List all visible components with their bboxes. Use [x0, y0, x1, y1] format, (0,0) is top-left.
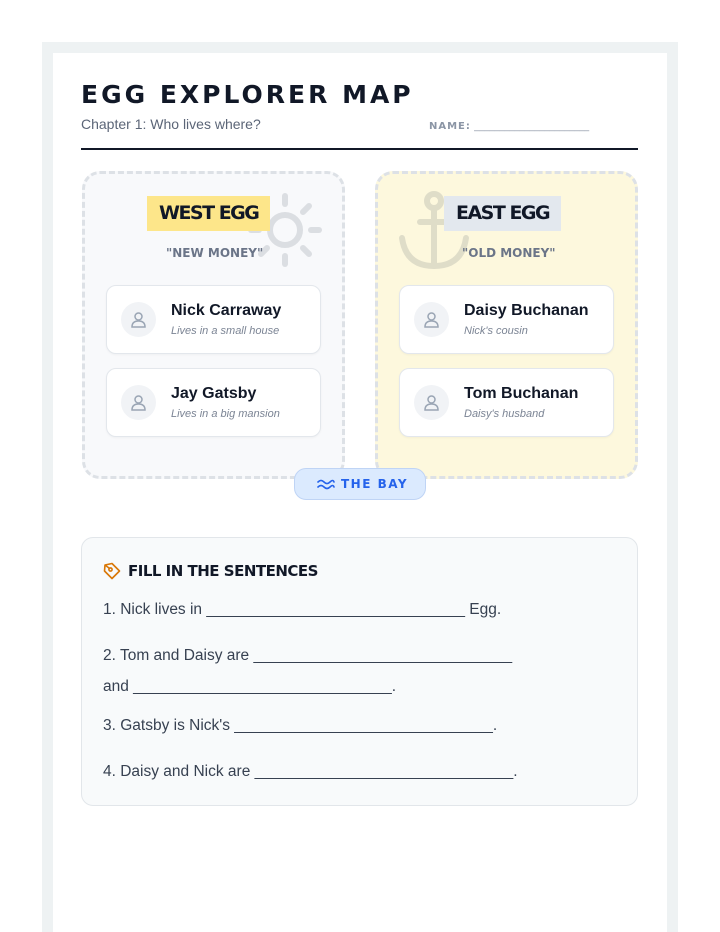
pen-icon: [103, 562, 121, 580]
avatar: [414, 385, 449, 420]
name-label: NAME:: [429, 121, 471, 132]
character-card: [399, 285, 614, 354]
person-icon: [130, 311, 147, 328]
character-card: [106, 285, 321, 354]
sentence-2[interactable]: 2. Tom and Daisy are ______________________________ and ______________________________.: [103, 647, 513, 695]
character-card: [106, 368, 321, 437]
page-title: EGG EXPLORER MAP: [81, 80, 414, 109]
person-icon: [423, 394, 440, 411]
character-name: Daisy Buchanan: [464, 302, 589, 319]
person-icon: [423, 311, 440, 328]
sentence-4[interactable]: 4. Daisy and Nick are ______________________________.: [103, 763, 518, 780]
page-subtitle: Chapter 1: Who lives where?: [81, 116, 261, 132]
bay-label: [294, 468, 426, 500]
west-egg-label: WEST EGG: [147, 196, 270, 231]
character-description: Nick's cousin: [464, 325, 528, 337]
avatar: [121, 302, 156, 337]
east-egg-label: EAST EGG: [444, 196, 561, 231]
character-description: Lives in a small house: [171, 325, 280, 337]
avatar: [121, 385, 156, 420]
bay-text: THE BAY: [341, 477, 409, 491]
character-description: Lives in a big mansion: [171, 408, 280, 420]
exercise-title: FILL IN THE SENTENCES: [128, 562, 318, 580]
west-egg-subtitle: "NEW MONEY": [166, 246, 264, 260]
avatar: [414, 302, 449, 337]
character-name: Jay Gatsby: [171, 385, 257, 402]
character-card: [399, 368, 614, 437]
person-icon: [130, 394, 147, 411]
sentence-3[interactable]: 3. Gatsby is Nick's ______________________________.: [103, 717, 498, 734]
character-name: Tom Buchanan: [464, 385, 579, 402]
sentence-1[interactable]: 1. Nick lives in ______________________________ Egg.: [103, 601, 502, 618]
east-egg-subtitle: "OLD MONEY": [462, 246, 556, 260]
title-divider: [81, 148, 638, 150]
character-name: Nick Carraway: [171, 302, 282, 319]
name-blank[interactable]: _______________________: [474, 121, 590, 132]
waves-icon: [317, 478, 335, 492]
name-field[interactable]: [429, 121, 589, 132]
character-description: Daisy's husband: [464, 408, 545, 420]
